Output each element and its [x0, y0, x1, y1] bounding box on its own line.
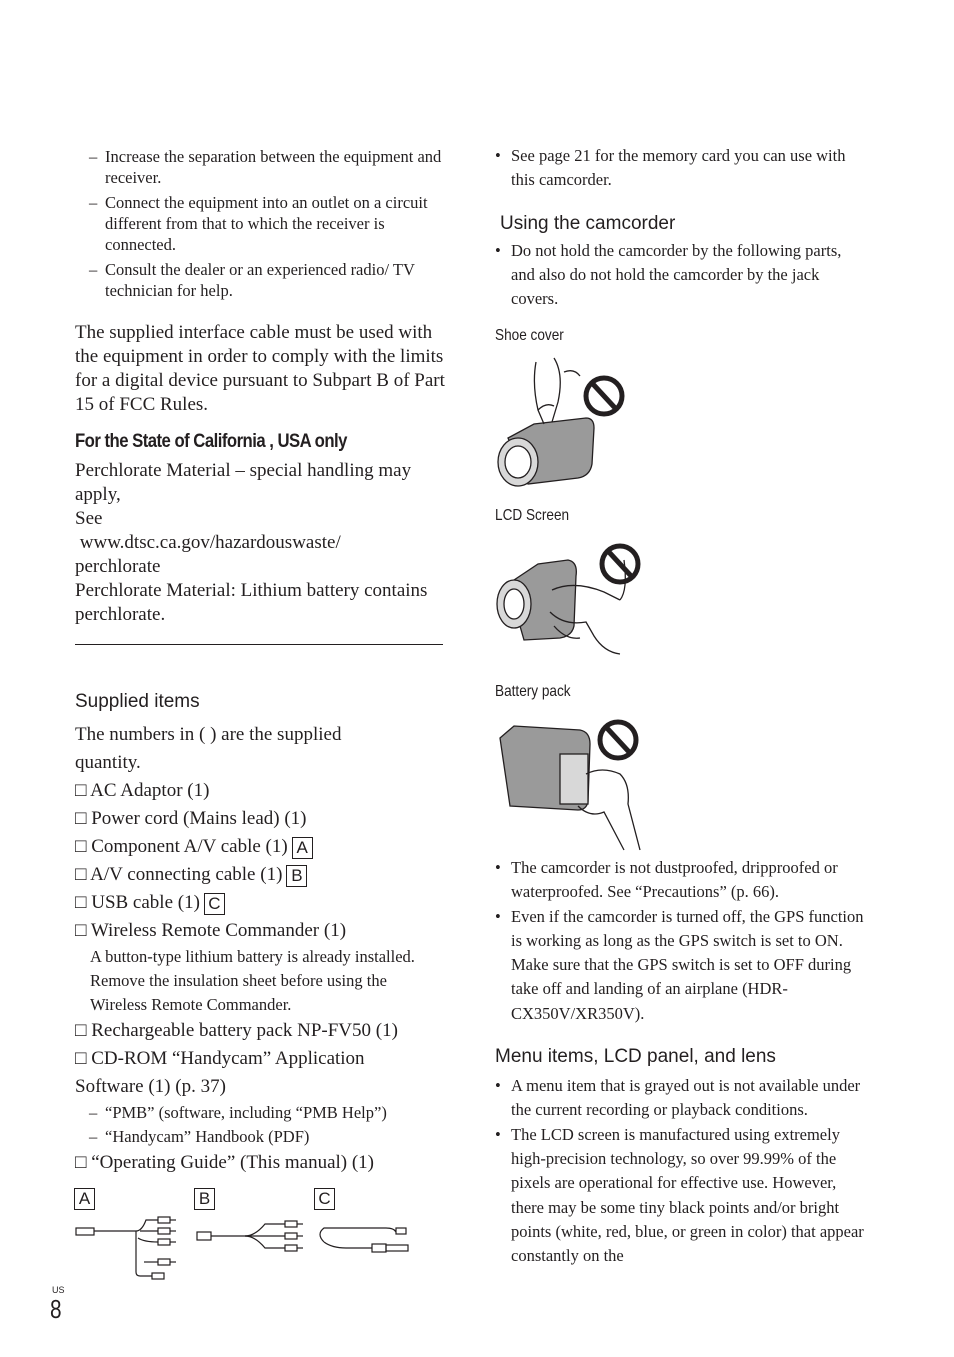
battery-pack-label: Battery pack: [495, 683, 571, 700]
supplied-item: □ Component A/V cable (1) A: [75, 833, 447, 861]
lcd-screen-label: LCD Screen: [495, 507, 570, 524]
dustproof-bullet: • The camcorder is not dustproofed, dripproofed or waterproofed. See “Precautions” (p. 66).: [495, 858, 838, 902]
section-divider: [75, 644, 443, 645]
page-number: 8: [50, 1294, 62, 1324]
menu-bullet: • A menu item that is grayed out is not available under the current recording or playback conditions.: [495, 1076, 861, 1120]
list-item: – Connect the equipment into an outlet on a circuit different from that to which the receiver is connected.: [89, 193, 428, 254]
supplied-intro: The numbers in ( ) are the supplied quantity.: [75, 724, 342, 773]
supplied-item: □ A/V connecting cable (1) B: [75, 861, 447, 889]
list-item: – Increase the separation between the equipment and receiver.: [89, 147, 442, 187]
california-line: Perchlorate Material: Lithium battery contains perchlorate.: [75, 580, 428, 625]
letter-badge: A: [292, 837, 313, 859]
av-connecting-cable-illustration: [195, 1212, 310, 1262]
camcorder-lcd-screen-illustration: [494, 540, 654, 660]
component-av-cable-illustration: [74, 1210, 184, 1280]
supplied-item: □ CD-ROM “Handycam” Application Software (1) (p. 37): [75, 1048, 365, 1097]
cable-a-badge: A: [74, 1188, 95, 1210]
letter-badge: C: [204, 893, 225, 915]
supplied-item: □ “Operating Guide” (This manual) (1): [75, 1152, 375, 1173]
menu-heading: Menu items, LCD panel, and lens: [495, 1046, 776, 1068]
list-item: – “PMB” (software, including “PMB Help”): [89, 1103, 387, 1122]
california-line: perchlorate: [75, 556, 161, 577]
supplied-item: □ USB cable (1) C: [75, 889, 447, 917]
letter-badge: B: [286, 865, 307, 887]
memory-bullet: • See page 21 for the memory card you can use with this camcorder.: [495, 146, 846, 190]
lcd-bullet: • The LCD screen is manufactured using extremely high-precision technology, so over 99.99% of the pixels are operational for effective use. However, there may be some tiny black points and/or bright points (white, red, blue, or green in color) that appear constantly on the: [495, 1124, 864, 1266]
camcorder-shoe-cover-illustration: [494, 354, 634, 494]
list-item: – “Handycam” Handbook (PDF): [89, 1127, 310, 1146]
california-line: See: [75, 508, 103, 529]
supplied-item: □ AC Adaptor (1): [75, 780, 210, 801]
supplied-item: □ Wireless Remote Commander (1): [75, 920, 347, 941]
supplied-item: □ Power cord (Mains lead) (1): [75, 808, 307, 829]
supplied-item: □ Rechargeable battery pack NP-FV50 (1): [75, 1020, 398, 1041]
california-line: Perchlorate Material – special handling may apply,: [75, 460, 412, 505]
region-label: US: [52, 1285, 65, 1295]
supplied-heading: Supplied items: [75, 691, 200, 712]
using-bullet: • Do not hold the camcorder by the following parts, and also do not hold the camcorder by the jack covers.: [495, 240, 842, 309]
fcc-paragraph: The supplied interface cable must be used with the equipment in order to comply with the limits for a digital device pursuant to Subpart B of Part 15 of FCC Rules.: [75, 322, 445, 415]
using-heading: Using the camcorder: [500, 212, 676, 234]
shoe-cover-label: Shoe cover: [495, 327, 564, 344]
california-heading: For the State of California , USA only: [75, 431, 347, 452]
usb-cable-illustration: [316, 1218, 416, 1258]
remote-note: A button-type lithium battery is already installed. Remove the insulation sheet before using the Wireless Remote Commander.: [90, 947, 415, 1014]
camcorder-battery-pack-illustration: [494, 714, 654, 854]
right-column-bottom: [495, 856, 867, 1268]
california-section: [75, 431, 447, 627]
cable-b-badge: B: [194, 1188, 215, 1210]
list-item: – Consult the dealer or an experienced radio/ TV technician for help.: [89, 260, 415, 300]
gps-bullet: • Even if the camcorder is turned off, the GPS function is working as long as the GPS switch is set to ON. Make sure that the GPS switch is set to OFF during take off and landing of an airplane (HDR-CX350V/XR350V).: [495, 906, 864, 1023]
cable-c-badge: C: [314, 1188, 335, 1210]
left-column: [75, 146, 445, 417]
supplied-items-section: [75, 691, 447, 1177]
california-line: www.dtsc.ca.gov/hazardouswaste/: [75, 532, 341, 553]
fcc-dash-list: [75, 146, 445, 301]
right-column-top: [495, 144, 865, 311]
